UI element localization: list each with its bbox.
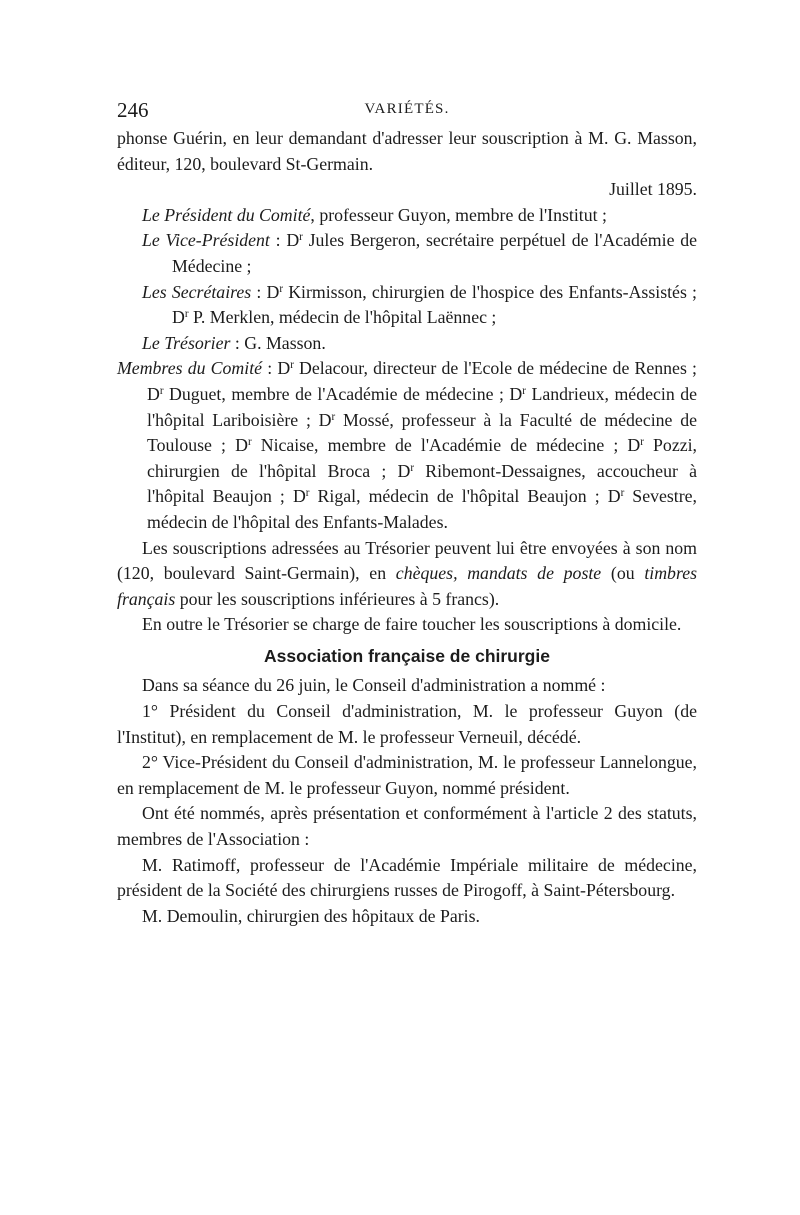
president-label: Le Président du Comité — [142, 204, 311, 225]
paragraph-continuation: phonse Guérin, en leur demandant d'adresser leur souscription à M. G. Masson, éditeur, 120, boulevard St-Germain. — [117, 128, 697, 174]
committee-vice-president: Le Vice-Président : $D^r$ Jules Bergeron, secrétaire perpétuel de l'Académie de Médecine ; — [142, 230, 698, 276]
section-heading: Association française de chirurgie — [264, 645, 550, 666]
page-number: 246 — [117, 98, 149, 122]
vice-label: Le Vice-Président — [142, 230, 270, 251]
date-line: Juillet 1895. — [609, 179, 697, 200]
new-members-paragraph: Ont été nommés, après présentation et conformément à l'article 2 des statuts, membres de l'Association : — [117, 803, 697, 850]
running-title: VARIÉTÉS. — [364, 101, 450, 117]
nomination-item-1: 1° Président du Conseil d'administration, M. le professeur Guyon (de l'Institut), en remplacement de M. le professeur Verneuil, décédé. — [117, 701, 697, 747]
president-text: , professeur Guyon, membre de l'Institut ; — [310, 204, 607, 225]
tresorier-charge-paragraph: En outre le Trésorier se charge de faire toucher les souscriptions à domicile. — [142, 614, 682, 635]
seance-paragraph: Dans sa séance du 26 juin, le Conseil d'administration a nommé : — [142, 675, 606, 696]
committee-membres: Membres du Comité : $D^r$ Delacour, directeur de l'Ecole de médecine de Rennes ; $D^r$ Duguet, membre de l'Académie de médecine ; $D^r$ Landrieux, médecin de l'hôpital Lariboisière ; $D^r$ Mossé, professeur à la Faculté de médecine de Toulouse ; $D^r$ Nicaise, membre de l'Académie de médecine ; $D^r$ Pozzi, chirurgien de l'hôpital Broca ; $D^r$ Ribemont-Dessaignes, accoucheur à l'hôpital Beaujon ; $D^r$ Rigal, médecin de l'hôpital Beaujon ; $D^r$ Sevestre, médecin de l'hôpital des Enfants-Malades. — [117, 358, 697, 532]
committee-tresorier: Le Trésorier : G. Masson. — [142, 332, 326, 353]
secretaires-label: Les Secrétaires — [142, 281, 252, 302]
membres-label: Membres du Comité — [117, 358, 263, 379]
running-head — [117, 98, 697, 122]
committee-secretaires: Les Secrétaires : $D^r$ Kirmisson, chirurgien de l'hospice des Enfants-Assistés ; $D^r$ P. Merklen, médecin de l'hôpital Laënnec ; — [142, 281, 697, 328]
souscriptions-paragraph: Les souscriptions adressées au Trésorier peuvent lui être envoyées à son nom (120, boulevard Saint-Germain), en chèques, mandats de poste (ou timbres français pour les souscriptions inférieures à 5 francs). — [117, 537, 698, 609]
committee-president — [117, 203, 697, 229]
nomination-item-2: 2° Vice-Président du Conseil d'administration, M. le professeur Lannelongue, en remplacement de M. le professeur Guyon, nommé président. — [117, 752, 697, 798]
member-ratimoff: M. Ratimoff, professeur de l'Académie Impériale militaire de médecine, président de la Société des chirurgiens russes de Pirogoff, à Saint-Pétersbourg. — [117, 854, 697, 901]
body-text — [117, 126, 697, 929]
tresorier-label: Le Trésorier — [142, 332, 231, 353]
member-demoulin: M. Demoulin, chirurgien des hôpitaux de Paris. — [142, 905, 480, 926]
